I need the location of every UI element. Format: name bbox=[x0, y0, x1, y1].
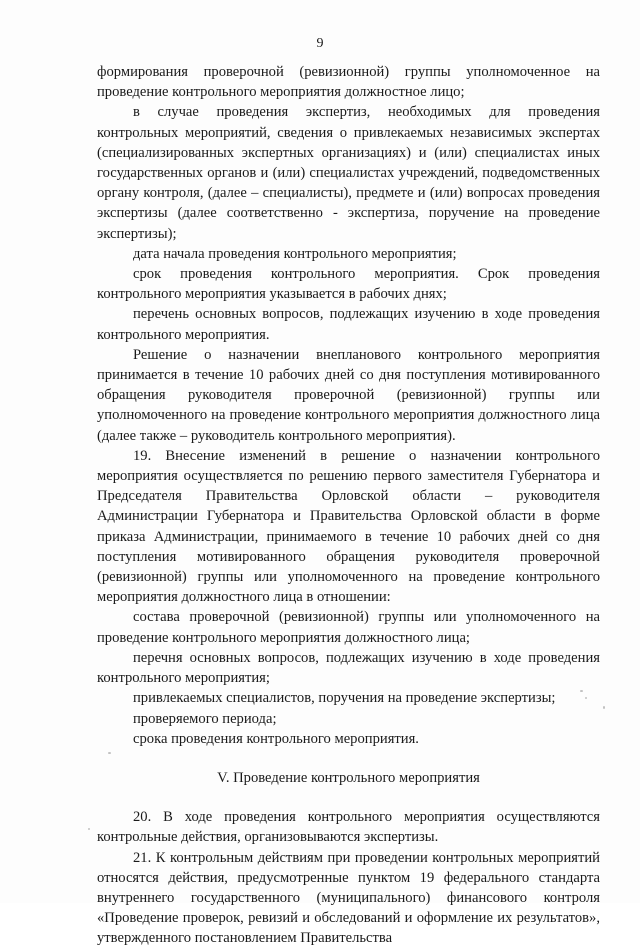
paragraph: 20. В ходе проведения контрольного мероприятия осуществляются контрольные действия, организовываются экспертизы. bbox=[97, 809, 600, 846]
paragraph: состава проверочной (ревизионной) группы или уполномоченного на проведение контрольного мероприятия должностного лица; bbox=[97, 609, 600, 646]
page-number: 9 bbox=[316, 36, 324, 51]
paragraph: срока проведения контрольного мероприятия. bbox=[133, 730, 419, 747]
scan-speck bbox=[603, 706, 605, 709]
paragraph: в случае проведения экспертиз, необходимых для проведения контрольных мероприятий, сведения о привлекаемых независимых экспертах (специализированных экспертных организациях) и (или) специалистах иных государственных органов и (или) специалистах учреждений, подведомственных органу контроля, (далее – специалисты), предмете и (или) вопросах проведения экспертизы (далее соответственно - экспертиза, поручение на проведение экспертизы); bbox=[97, 104, 600, 242]
paragraph: перечень основных вопросов, подлежащих изучению в ходе проведения контрольного мероприятия. bbox=[97, 306, 600, 343]
paragraph: Решение о назначении внепланового контрольного мероприятия принимается в течение 10 рабочих дней со дня поступления мотивированного обращения руководителя проверочной (ревизионной) группы или уполномоченного на проведение контрольного мероприятия должностного лица (далее также – руководитель контрольного мероприятия). bbox=[97, 346, 600, 444]
paragraph: срок проведения контрольного мероприятия. Срок проведения контрольного мероприятия указывается в рабочих днях; bbox=[97, 266, 600, 303]
paragraph: проверяемого периода; bbox=[133, 710, 277, 727]
paragraph: привлекаемых специалистов, поручения на проведение экспертизы; bbox=[133, 690, 556, 707]
paragraph: перечня основных вопросов, подлежащих изучению в ходе проведения контрольного мероприятия; bbox=[97, 649, 600, 687]
paragraph: дата начала проведения контрольного мероприятия; bbox=[133, 245, 457, 262]
scan-speck bbox=[88, 828, 90, 830]
section-heading: V. Проведение контрольного мероприятия bbox=[217, 769, 480, 786]
paragraph: 19. Внесение изменений в решение о назначении контрольного мероприятия осуществляется по решению первого заместителя Губернатора и Председателя Правительства Орловской области – руководителя Администрации Губернатора и Правительства Орловской области в форме приказа Администрации, принимаемого в течение 10 рабочих дней со дня поступления мотивированного обращения руководителя проверочной (ревизионной) группы или уполномоченного на проведение контрольного мероприятия должностного лица в отношении: bbox=[97, 447, 600, 606]
scan-speck bbox=[585, 697, 587, 699]
document-body bbox=[97, 62, 600, 949]
scan-speck bbox=[108, 752, 111, 754]
paragraph: 21. К контрольным действиям при проведении контрольных мероприятий относятся действия, предусмотренные пунктом 19 федерального стандарта внутреннего государственного (муниципального) финансового контроля «Проведение проверок, ревизий и обследований и оформление их результатов», утвержденного постановлением Правительства bbox=[97, 849, 600, 947]
scan-speck bbox=[580, 690, 583, 692]
paragraph: формирования проверочной (ревизионной) группы уполномоченное на проведение контрольного мероприятия должностное лицо; bbox=[97, 64, 600, 101]
